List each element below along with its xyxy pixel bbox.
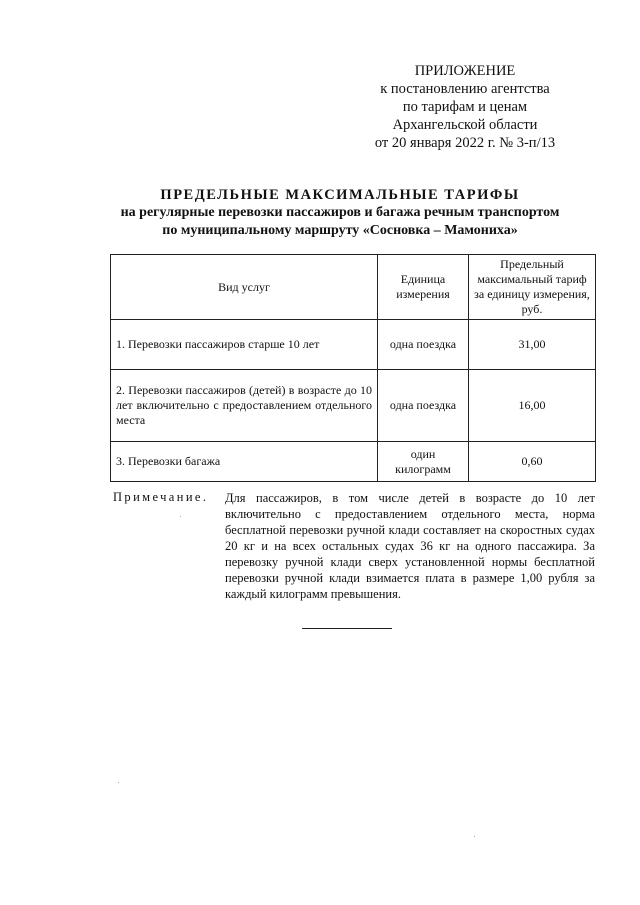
annex-line: Архангельской области [392,117,538,133]
table-header-row [111,255,596,320]
service-cell: 3. Перевозки багажа [111,442,378,482]
unit-cell: один килограмм [378,442,469,482]
annex-heading: ПРИЛОЖЕНИЕ [414,63,516,79]
service-cell: 2. Перевозки пассажиров (детей) в возрасте до 10 лет включительно с предоставлением отдельного места [111,370,378,442]
table-row [111,320,596,370]
note-text: Для пассажиров, в том числе детей в возрасте до 10 лет включительно с предоставлением отдельного места, норма бесплатной перевозки ручной клади составляет на скоростных судах 20 кг и на всех остальных судах 36 кг на одного пассажира. За перевозку ручной клади сверх установленной нормы бесплатной перевозки ручной клади взимается плата в размере 1,00 рубля за каждый килограмм превышения. [225,491,595,601]
scan-speck [180,516,181,517]
annex-line: по тарифам и ценам [402,99,528,115]
column-header-price: Предельный максимальный тариф за единицу измерения, руб. [469,255,596,320]
title-line: по муниципальному маршруту «Сосновка – Мамониха» [162,223,518,238]
annex-line: от 20 января 2022 г. № 3-п/13 [374,135,556,151]
note-label: Примечание. [113,490,209,504]
column-header-unit: Единица измерения [378,255,469,320]
unit-cell: одна поездка [378,370,469,442]
annex-line: к постановлению агентства [380,81,550,97]
title-line: на регулярные перевозки пассажиров и багажа речным транспортом [120,205,560,220]
price-cell: 16,00 [469,370,596,442]
price-cell: 0,60 [469,442,596,482]
title-main: ПРЕДЕЛЬНЫЕ МАКСИМАЛЬНЫЕ ТАРИФЫ [160,187,520,203]
table-row [111,370,596,442]
column-header-service: Вид услуг [111,255,378,320]
annex-block [360,62,570,152]
scan-speck [474,836,475,837]
scan-speck [118,782,119,783]
closing-rule [302,628,392,629]
document-title [90,186,590,240]
price-cell: 31,00 [469,320,596,370]
unit-cell: одна поездка [378,320,469,370]
tariff-table [110,254,596,482]
table-row [111,442,596,482]
service-cell: 1. Перевозки пассажиров старше 10 лет [111,320,378,370]
